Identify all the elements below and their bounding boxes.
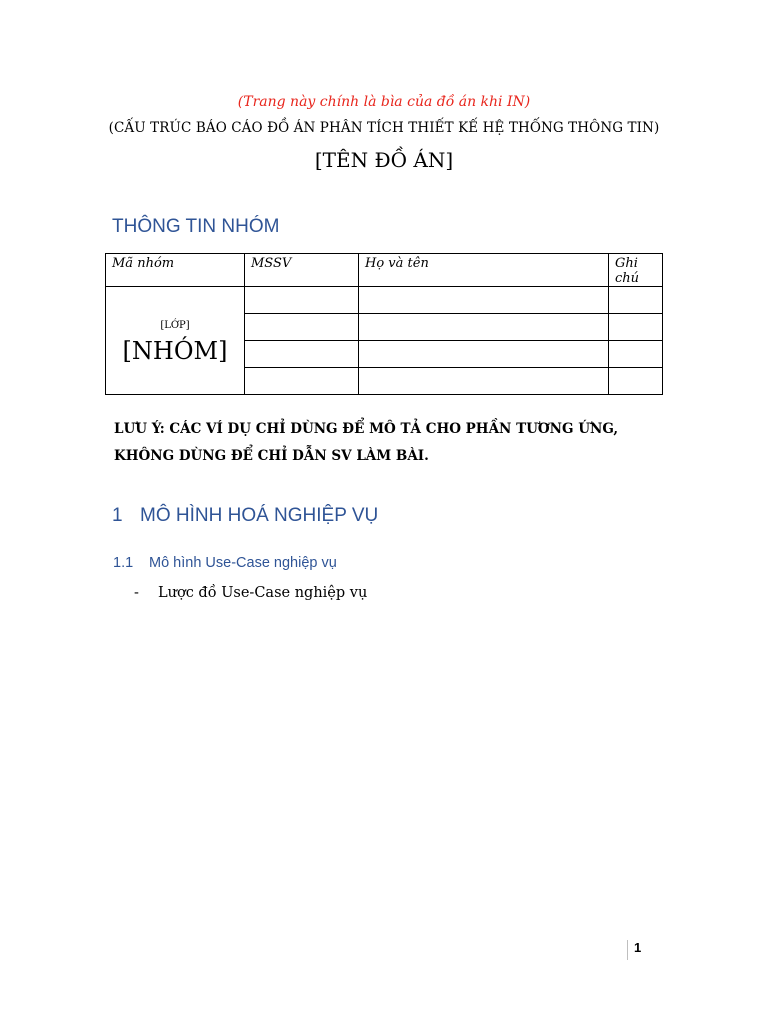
report-structure-subtitle: (CẤU TRÚC BÁO CÁO ĐỒ ÁN PHÂN TÍCH THIẾT KẾ HỆ THỐNG THÔNG TIN)	[108, 120, 660, 136]
section-1-1-heading	[113, 555, 337, 571]
table-cell	[245, 314, 359, 341]
class-placeholder: [LỚP]	[160, 320, 190, 331]
table-row	[106, 287, 663, 314]
col-note: Ghi chú	[609, 254, 663, 287]
page-number: 1	[627, 940, 641, 960]
col-group-code: Mã nhóm	[106, 254, 245, 287]
section-title: MÔ HÌNH HOÁ NGHIỆP VỤ	[140, 505, 379, 526]
table-cell	[609, 341, 663, 368]
table-cell	[359, 314, 609, 341]
group-cell	[106, 287, 245, 395]
list-item-text: Lược đồ Use-Case nghiệp vụ	[158, 585, 368, 601]
table-cell	[609, 314, 663, 341]
table-header-row	[106, 254, 663, 287]
col-full-name: Họ và tên	[359, 254, 609, 287]
subsection-number: 1.1	[113, 555, 134, 571]
subsection-title: Mô hình Use-Case nghiệp vụ	[149, 555, 337, 571]
table-cell	[245, 368, 359, 395]
warning-note: LƯU Ý: CÁC VÍ DỤ CHỈ DÙNG ĐỂ MÔ TẢ CHO PHẦN TƯƠNG ỨNG, KHÔNG DÙNG ĐỂ CHỈ DẪN SV LÀM BÀI.	[114, 421, 619, 464]
table-cell	[609, 287, 663, 314]
section-1-heading	[112, 505, 378, 527]
group-info-heading: THÔNG TIN NHÓM	[112, 216, 280, 237]
table-cell	[245, 341, 359, 368]
group-info-table	[105, 253, 663, 395]
col-student-id: MSSV	[245, 254, 359, 287]
group-placeholder: [NHÓM]	[122, 337, 228, 365]
section-number: 1	[112, 505, 123, 526]
project-title: [TÊN ĐỒ ÁN]	[314, 148, 454, 172]
table-cell	[609, 368, 663, 395]
bullet-dash: -	[134, 585, 139, 601]
table-cell	[359, 287, 609, 314]
table-cell	[245, 287, 359, 314]
table-cell	[359, 368, 609, 395]
cover-note: (Trang này chính là bìa của đồ án khi IN)	[237, 94, 531, 110]
table-cell	[359, 341, 609, 368]
list-item	[134, 585, 367, 601]
